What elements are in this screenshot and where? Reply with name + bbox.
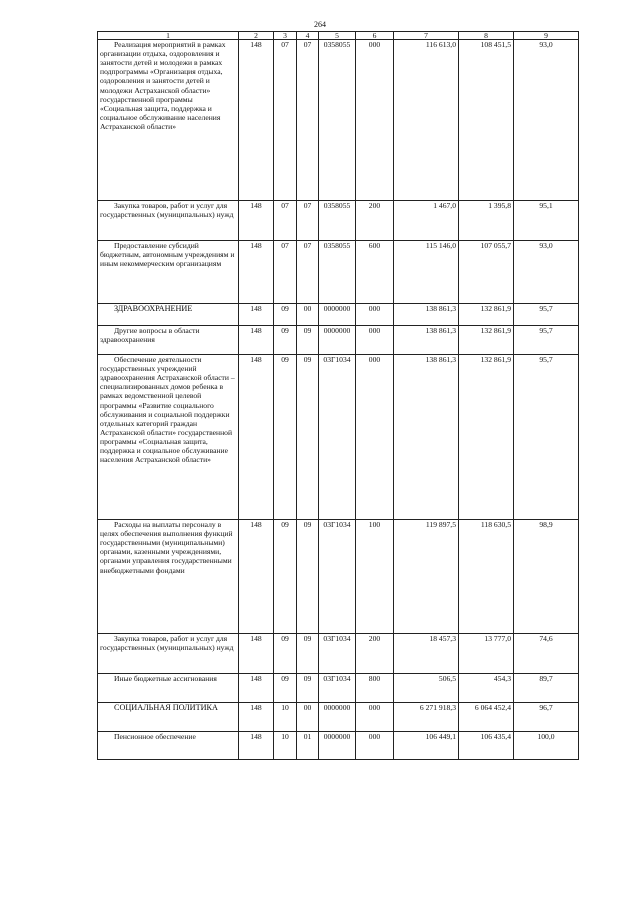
row-name-cell: [98, 40, 239, 201]
actual-amount-cell: 106 435,4: [459, 732, 514, 760]
expense-type-cell: 000: [356, 326, 394, 355]
row-name: Закупка товаров, работ и услуг для государственных (муниципальных) нужд: [100, 201, 234, 220]
admin-code-cell: 148: [239, 304, 274, 326]
admin-code-cell: 148: [239, 355, 274, 520]
admin-code-cell: 148: [239, 201, 274, 241]
subsection-code-cell: 07: [297, 241, 319, 304]
expense-type-cell: 000: [356, 732, 394, 760]
expense-type-cell: 200: [356, 201, 394, 241]
row-name: СОЦИАЛЬНАЯ ПОЛИТИКА: [114, 703, 218, 712]
actual-amount-cell: 118 630,5: [459, 520, 514, 634]
subsection-code-cell: 00: [297, 703, 319, 732]
column-header: 8: [459, 32, 514, 40]
subsection-code-cell: 00: [297, 304, 319, 326]
expense-type-cell: 000: [356, 40, 394, 201]
table-row: [98, 201, 579, 241]
row-name-cell: [98, 732, 239, 760]
target-article-cell: 0000000: [319, 703, 356, 732]
subsection-code-cell: 09: [297, 520, 319, 634]
actual-amount-cell: 107 055,7: [459, 241, 514, 304]
section-code-cell: 09: [274, 355, 297, 520]
planned-amount-cell: 506,5: [394, 674, 459, 703]
planned-amount-cell: 6 271 918,3: [394, 703, 459, 732]
table-row: [98, 732, 579, 760]
expense-type-cell: 600: [356, 241, 394, 304]
row-name: ЗДРАВООХРАНЕНИЕ: [114, 304, 193, 313]
target-article-cell: 0358055: [319, 40, 356, 201]
section-code-cell: 09: [274, 304, 297, 326]
execution-percent-cell: 95,1: [514, 201, 579, 241]
admin-code-cell: 148: [239, 241, 274, 304]
row-name: Расходы на выплаты персоналу в целях обеспечения выполнения функций государственными (муниципальными) органами, казенными учреждениями, органами управления государственными внебюджетными фондами: [100, 520, 233, 575]
column-header: 9: [514, 32, 579, 40]
table-row: [98, 40, 579, 201]
planned-amount-cell: 119 897,5: [394, 520, 459, 634]
expense-type-cell: 800: [356, 674, 394, 703]
column-header: 4: [297, 32, 319, 40]
row-name: Предоставление субсидий бюджетным, автономным учреждениям и иным некоммерческим организациям: [100, 241, 235, 269]
row-name: Пенсионное обеспечение: [114, 732, 196, 741]
table-row: [98, 241, 579, 304]
page-number: 264: [314, 20, 326, 29]
row-name-cell: [98, 634, 239, 674]
row-name: Обеспечение деятельности государственных учреждений здравоохранения Астраханской области – специализированных домов ребенка в рамках ведомственной целевой программы «Развитие социального обслуживания и социальной поддержки отдельных категорий граждан Астраханской области» государственной программы «Социальная защита, поддержка и социальное обслуживание населения Астраханской области»: [100, 355, 235, 465]
planned-amount-cell: 1 467,0: [394, 201, 459, 241]
admin-code-cell: 148: [239, 634, 274, 674]
column-header: 2: [239, 32, 274, 40]
planned-amount-cell: 115 146,0: [394, 241, 459, 304]
table-row: [98, 634, 579, 674]
row-name-cell: [98, 241, 239, 304]
row-name-cell: [98, 355, 239, 520]
actual-amount-cell: 132 861,9: [459, 355, 514, 520]
actual-amount-cell: 1 395,8: [459, 201, 514, 241]
execution-percent-cell: 93,0: [514, 40, 579, 201]
execution-percent-cell: 96,7: [514, 703, 579, 732]
row-name-cell: [98, 201, 239, 241]
planned-amount-cell: 138 861,3: [394, 326, 459, 355]
execution-percent-cell: 95,7: [514, 304, 579, 326]
subsection-code-cell: 09: [297, 326, 319, 355]
execution-percent-cell: 98,9: [514, 520, 579, 634]
column-header: 5: [319, 32, 356, 40]
row-name-cell: [98, 304, 239, 326]
table-row: [98, 703, 579, 732]
target-article-cell: 0000000: [319, 304, 356, 326]
table-row: [98, 520, 579, 634]
budget-table: [97, 31, 579, 760]
execution-percent-cell: 89,7: [514, 674, 579, 703]
subsection-code-cell: 09: [297, 674, 319, 703]
admin-code-cell: 148: [239, 326, 274, 355]
target-article-cell: 03Г1034: [319, 634, 356, 674]
admin-code-cell: 148: [239, 674, 274, 703]
execution-percent-cell: 93,0: [514, 241, 579, 304]
table-row: [98, 304, 579, 326]
row-name-cell: [98, 674, 239, 703]
actual-amount-cell: 108 451,5: [459, 40, 514, 201]
column-header: 3: [274, 32, 297, 40]
subsection-code-cell: 09: [297, 634, 319, 674]
target-article-cell: 0000000: [319, 732, 356, 760]
execution-percent-cell: 95,7: [514, 326, 579, 355]
planned-amount-cell: 138 861,3: [394, 355, 459, 520]
admin-code-cell: 148: [239, 40, 274, 201]
table-row: [98, 674, 579, 703]
actual-amount-cell: 132 861,9: [459, 326, 514, 355]
table-row: [98, 355, 579, 520]
section-code-cell: 10: [274, 732, 297, 760]
admin-code-cell: 148: [239, 703, 274, 732]
table-row: [98, 326, 579, 355]
planned-amount-cell: 18 457,3: [394, 634, 459, 674]
target-article-cell: 0358055: [319, 201, 356, 241]
target-article-cell: 03Г1034: [319, 520, 356, 634]
admin-code-cell: 148: [239, 732, 274, 760]
row-name: Закупка товаров, работ и услуг для государственных (муниципальных) нужд: [100, 634, 234, 653]
row-name: Иные бюджетные ассигнования: [114, 674, 217, 683]
section-code-cell: 09: [274, 520, 297, 634]
actual-amount-cell: 6 064 452,4: [459, 703, 514, 732]
target-article-cell: 0358055: [319, 241, 356, 304]
subsection-code-cell: 01: [297, 732, 319, 760]
row-name-cell: [98, 703, 239, 732]
column-header: 1: [98, 32, 239, 40]
row-name-cell: [98, 326, 239, 355]
row-name-cell: [98, 520, 239, 634]
planned-amount-cell: 106 449,1: [394, 732, 459, 760]
execution-percent-cell: 100,0: [514, 732, 579, 760]
planned-amount-cell: 138 861,3: [394, 304, 459, 326]
section-code-cell: 09: [274, 326, 297, 355]
subsection-code-cell: 07: [297, 201, 319, 241]
subsection-code-cell: 07: [297, 40, 319, 201]
section-code-cell: 10: [274, 703, 297, 732]
section-code-cell: 07: [274, 40, 297, 201]
planned-amount-cell: 116 613,0: [394, 40, 459, 201]
column-header: 7: [394, 32, 459, 40]
section-code-cell: 09: [274, 674, 297, 703]
subsection-code-cell: 09: [297, 355, 319, 520]
section-code-cell: 07: [274, 241, 297, 304]
expense-type-cell: 000: [356, 703, 394, 732]
target-article-cell: 03Г1034: [319, 674, 356, 703]
target-article-cell: 03Г1034: [319, 355, 356, 520]
expense-type-cell: 000: [356, 355, 394, 520]
execution-percent-cell: 95,7: [514, 355, 579, 520]
section-code-cell: 09: [274, 634, 297, 674]
column-header: 6: [356, 32, 394, 40]
execution-percent-cell: 74,6: [514, 634, 579, 674]
expense-type-cell: 200: [356, 634, 394, 674]
admin-code-cell: 148: [239, 520, 274, 634]
target-article-cell: 0000000: [319, 326, 356, 355]
expense-type-cell: 100: [356, 520, 394, 634]
expense-type-cell: 000: [356, 304, 394, 326]
actual-amount-cell: 454,3: [459, 674, 514, 703]
actual-amount-cell: 13 777,0: [459, 634, 514, 674]
header-row: [98, 32, 579, 40]
row-name: Реализация мероприятий в рамках организации отдыха, оздоровления и занятости детей и молодежи в рамках подпрограммы «Организация отдыха, оздоровления и занятости детей и молодежи Астраханской области» государственной программы «Социальная защита, поддержка и социальное обслуживание населения Астраханской области»: [100, 40, 226, 131]
actual-amount-cell: 132 861,9: [459, 304, 514, 326]
row-name: Другие вопросы в области здравоохранения: [100, 326, 200, 345]
section-code-cell: 07: [274, 201, 297, 241]
